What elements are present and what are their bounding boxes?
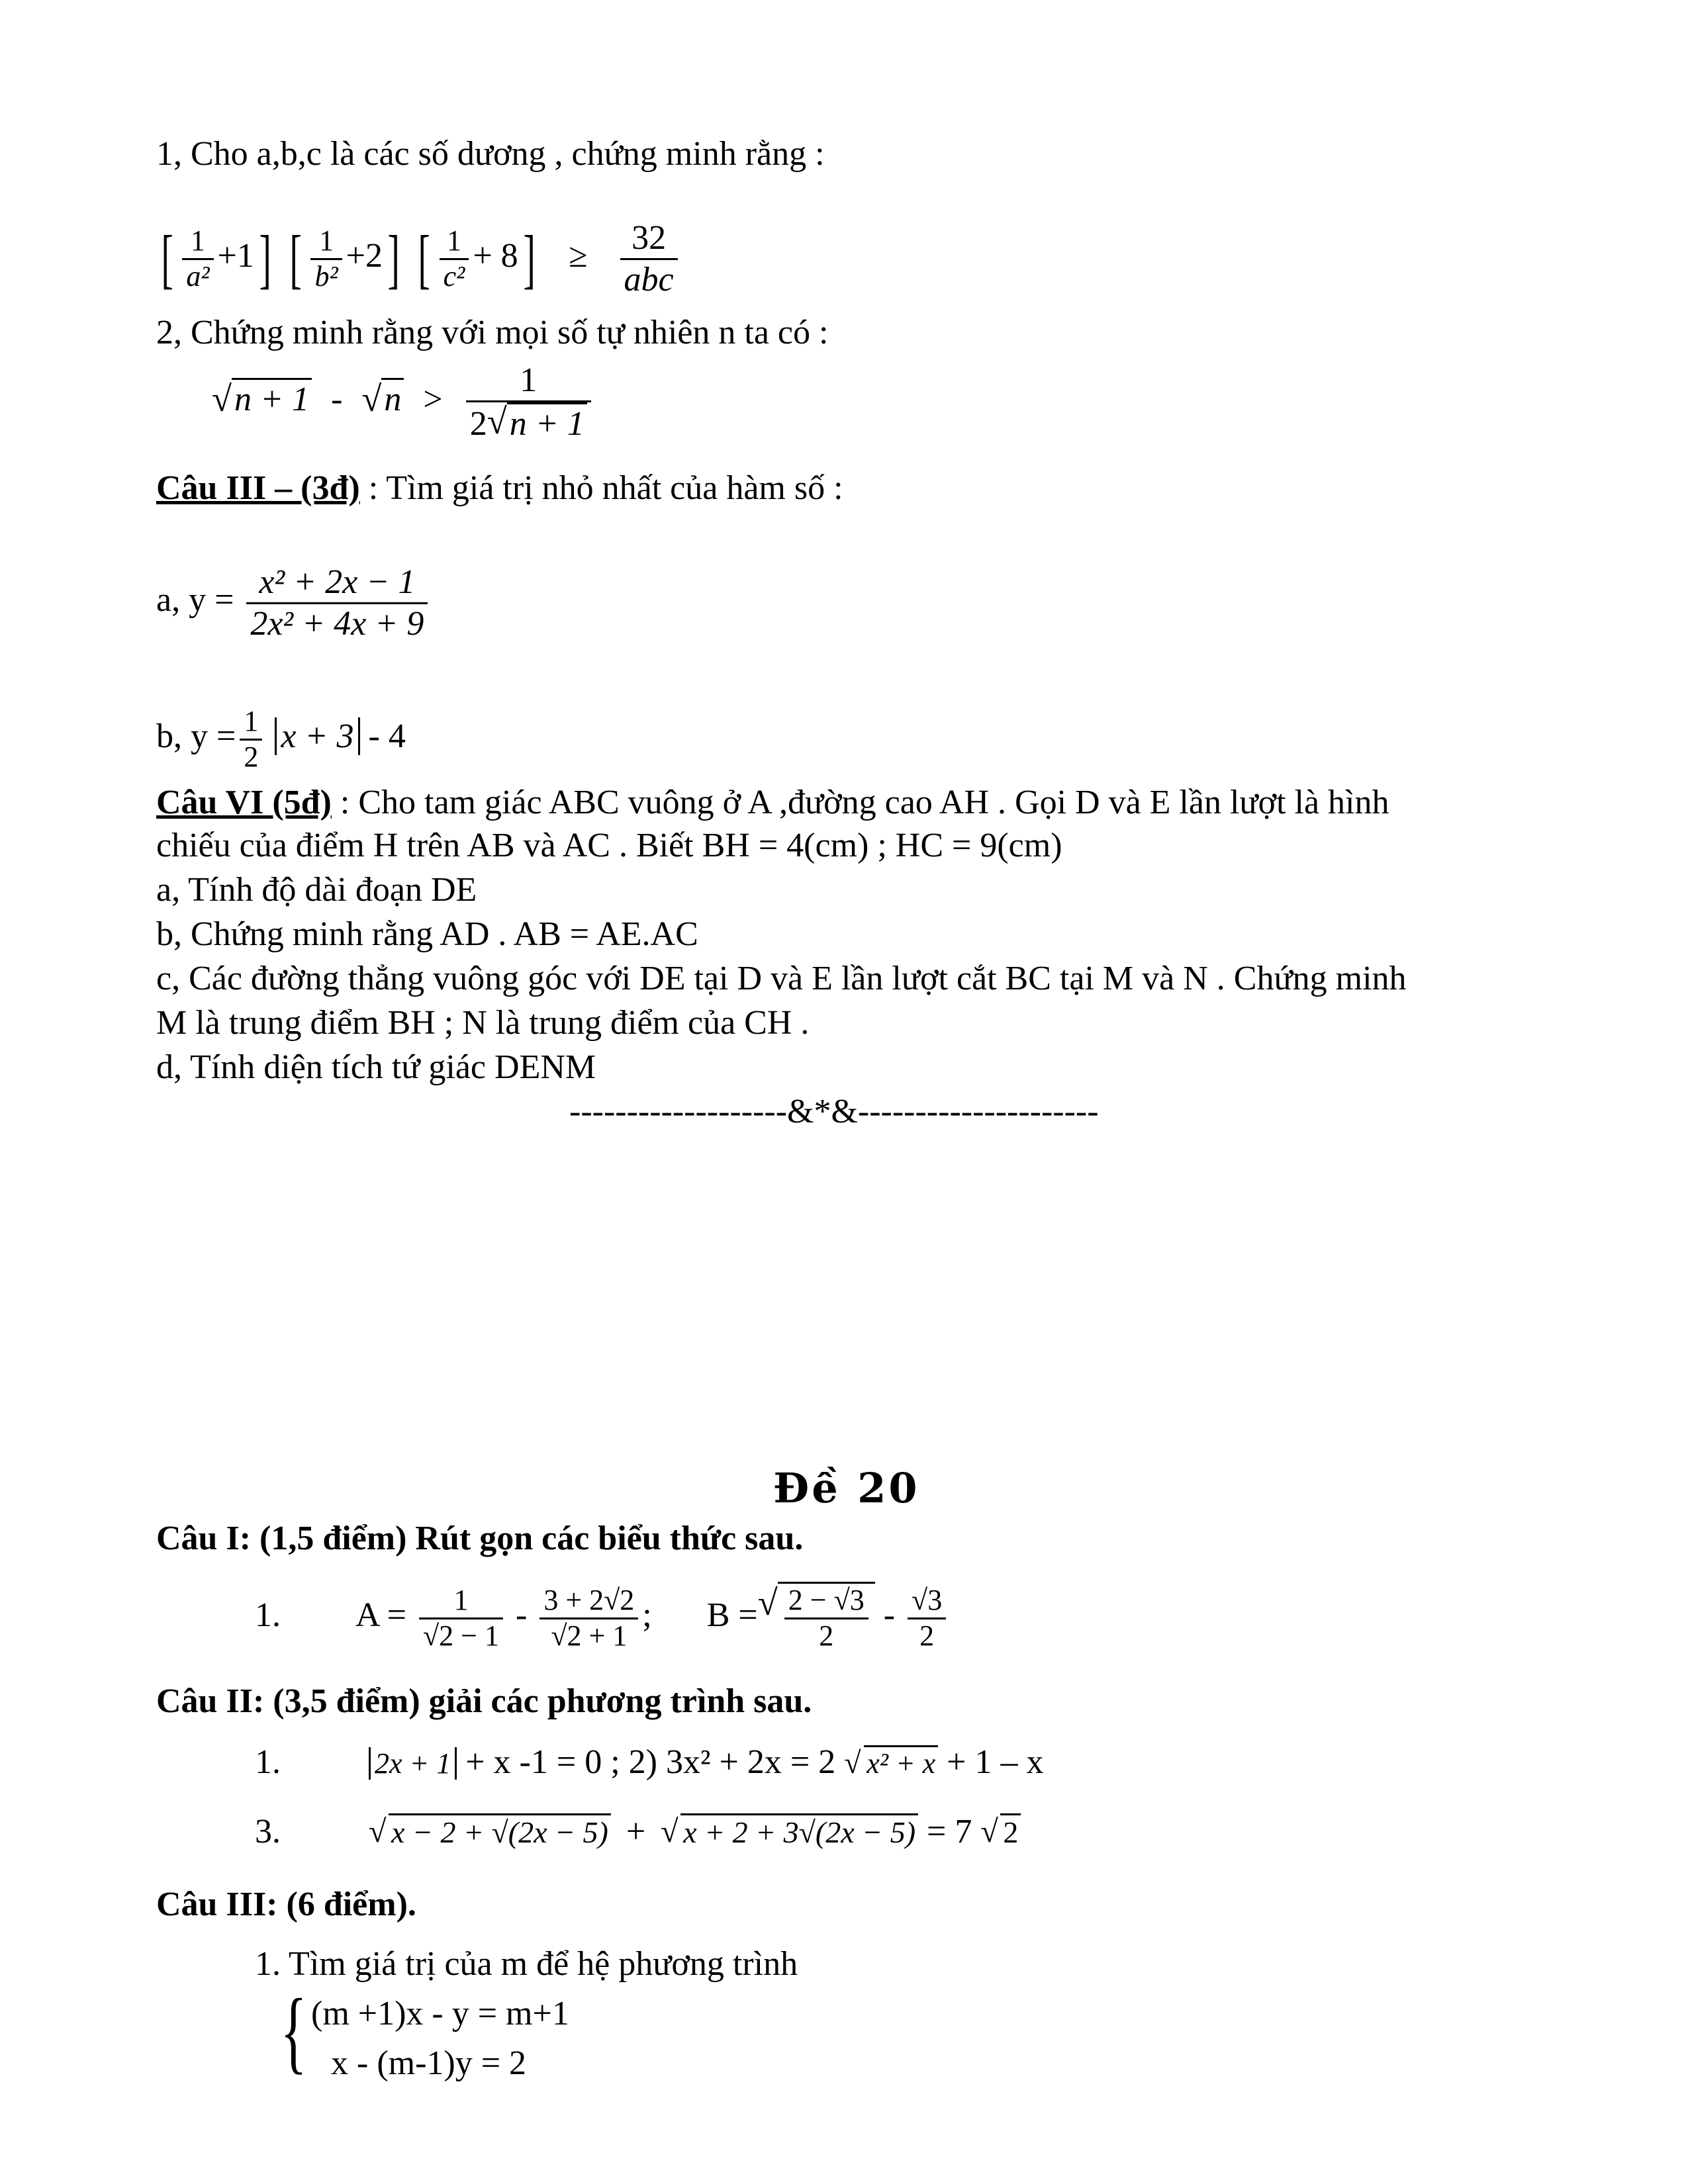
- fraction-1-over-a2: $\frac{1}{\text{a²}}$: [182, 224, 213, 293]
- cau-6-heading: Câu VI (5đ) : Cho tam giác ABC vuông ở A ,đường cao AH . Gọi D và E lần lượt là hình: [156, 784, 1389, 821]
- part2-cau-2-eq1: 1. 2x + 1 + x -1 = 0 ; 2) 3x² + 2x = 2 √ x² + x + 1 – x: [255, 1741, 1044, 1784]
- bracket-open-icon: [: [418, 222, 431, 296]
- part2-cau-3: Câu III: (6 điểm).: [156, 1886, 416, 1923]
- sqrt-b: √ $\frac{2 - √3}{2}$: [758, 1582, 875, 1653]
- sqrt-2: √ 2: [980, 1813, 1021, 1852]
- formula-q1: [ $\frac{1}{\text{a²}}$ +1] [ $\frac{1}{\text{b²}}$ +2] [ $\frac{1}{\text{c²}}$ + 8] ≥ $\frac{32}{\text{abc}}$: [156, 218, 682, 300]
- fraction-1-over-c2: $\frac{1}{\text{c²}}$: [440, 224, 469, 293]
- cau-6-line2: chiếu của điểm H trên AB và AC . Biết BH = 4(cm) ; HC = 9(cm): [156, 827, 1062, 864]
- cau-6-b: b, Chứng minh rằng AD . AB = AE.AC: [156, 915, 698, 953]
- cau-6-d: d, Tính diện tích tứ giác DENM: [156, 1048, 596, 1086]
- cau-6-c2: M là trung điểm BH ; N là trung điểm của CH .: [156, 1004, 810, 1042]
- fraction-1-over-b2: $\frac{1}{\text{b²}}$: [310, 224, 342, 293]
- bracket-close-icon: ]: [523, 222, 536, 296]
- bracket-open-icon: [: [161, 222, 173, 296]
- question-1: 1, Cho a,b,c là các số dương , chứng minh rằng :: [156, 135, 825, 173]
- fraction-32-over-abc: $\frac{32}{\text{abc}}$: [620, 218, 678, 300]
- system-eq-1: (m +1)x - y = m+1: [311, 1995, 569, 2032]
- system-eq-2: x - (m-1)y = 2: [331, 2044, 527, 2082]
- fraction-1-over-2sqrt: $\frac{1}{2√ n + 1}$: [466, 361, 591, 444]
- fraction-item-a: $\frac{\text{x² + 2x − 1}}{\text{2x² + 4x + 9}}$: [246, 563, 428, 644]
- part2-cau-2: Câu II: (3,5 điểm) giải các phương trình sau.: [156, 1682, 812, 1720]
- cau-6-c1: c, Các đường thẳng vuông góc với DE tại D và E lần lượt cắt BC tại M và N . Chứng minh: [156, 960, 1407, 997]
- question-2: 2, Chứng minh rằng với mọi số tự nhiên n ta có :: [156, 314, 829, 351]
- sqrt-x2-plus-x: √ x² + x: [844, 1745, 938, 1782]
- abs-2x-plus-1: 2x + 1: [369, 1747, 457, 1780]
- part2-cau-2-eq3: 3. √ x − 2 + √(2x − 5) + √ x + 2 + 3√(2x − 5) = 7 √ 2: [255, 1810, 1021, 1853]
- sqrt-n: √ n: [361, 378, 404, 421]
- part2-cau-3-1: 1. Tìm giá trị của m để hệ phương trình: [255, 1945, 798, 1983]
- cau-6-a: a, Tính độ dài đoạn DE: [156, 871, 477, 909]
- part2-cau-1-item: 1. A = $\frac{1}{√2 - 1}$ - $\frac{3 + 2√2}{√2 + 1}$ ; B = √ $\frac{2 - √3}{2}$ - $\frac{√3}{2}$: [255, 1582, 950, 1653]
- bracket-close-icon: ]: [387, 222, 400, 296]
- sqrt-rad-2: √ x + 2 + 3√(2x − 5): [661, 1813, 918, 1852]
- formula-q2: √ n + 1 - √ n > $\frac{1}{2√ n + 1}$: [212, 361, 595, 444]
- page-title: Đề 20: [773, 1464, 920, 1512]
- brace-icon: {: [280, 1980, 307, 2083]
- abs-x-plus-3: x + 3: [275, 717, 359, 755]
- separator: -------------------&*&---------------------: [569, 1093, 1099, 1130]
- cau-3-heading: Câu III – (3đ) : Tìm giá trị nhỏ nhất của hàm số :: [156, 469, 843, 507]
- part2-cau-1: Câu I: (1,5 điểm) Rút gọn các biểu thức sau.: [156, 1520, 804, 1557]
- item-a: a, y = $\frac{\text{x² + 2x − 1}}{\text{2x² + 4x + 9}}$: [156, 563, 432, 644]
- fraction-a1: $\frac{1}{√2 - 1}$: [419, 1584, 503, 1653]
- bracket-close-icon: ]: [259, 222, 271, 296]
- sqrt-rad-1: √ x − 2 + √(2x − 5): [369, 1813, 611, 1852]
- fraction-b2: $\frac{√3}{2}$: [908, 1584, 946, 1653]
- bracket-open-icon: [: [289, 222, 302, 296]
- fraction-a2: $\frac{3 + 2√2}{√2 + 1}$: [539, 1584, 638, 1653]
- sqrt-n-plus-1: √ n + 1: [212, 378, 312, 421]
- fraction-half: $\frac{1}{2}$: [240, 705, 262, 774]
- item-b: b, y = $\frac{1}{2}$ x + 3 - 4: [156, 705, 406, 773]
